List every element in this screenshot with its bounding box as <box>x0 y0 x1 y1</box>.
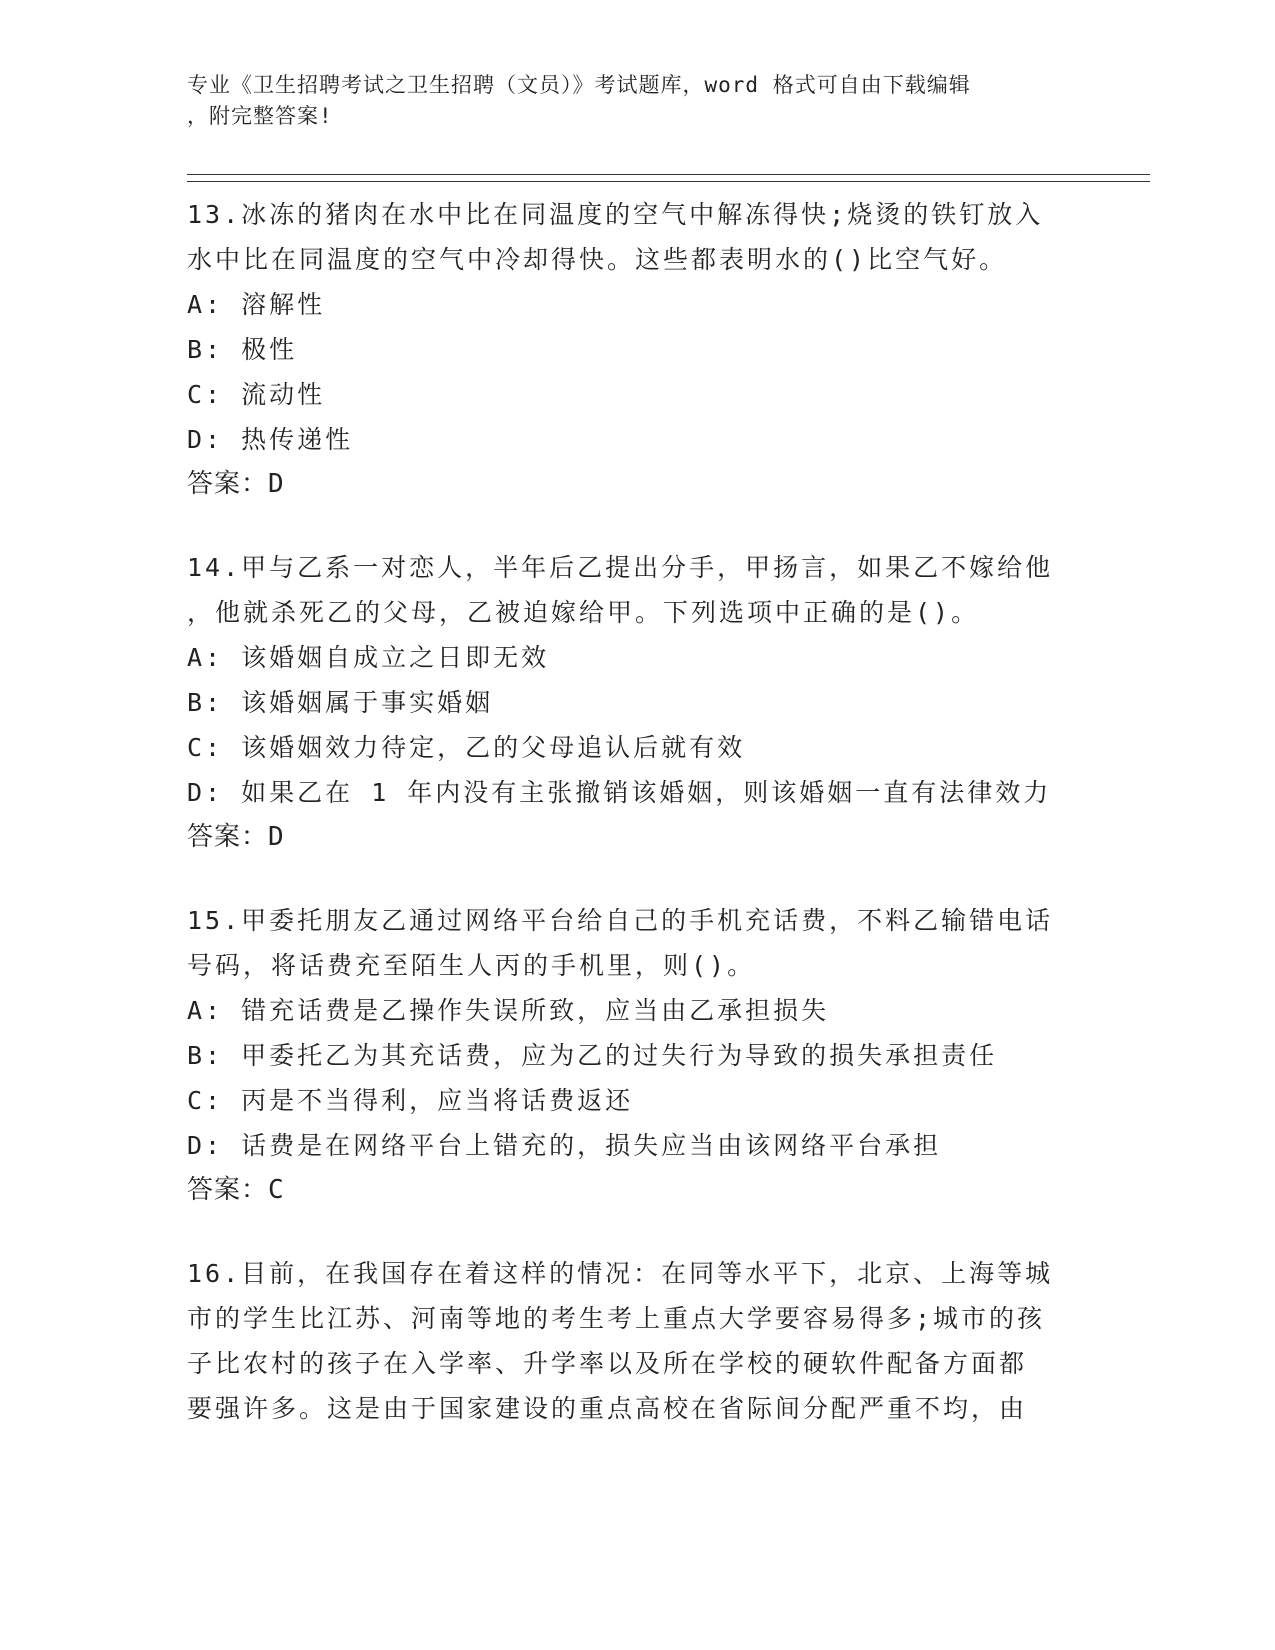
option-d: D: 如果乙在 1 年内没有主张撤销该婚姻，则该婚姻一直有法律效力 <box>187 778 1052 807</box>
option-a: A: 错充话费是乙操作失误所致，应当由乙承担损失 <box>187 996 830 1025</box>
answer-line: 答案：D <box>187 469 285 499</box>
question-15 <box>187 898 1087 1213</box>
option-a: A: 该婚姻自成立之日即无效 <box>187 643 550 672</box>
question-stem-line: 号码，将话费充至陌生人丙的手机里，则()。 <box>187 951 756 980</box>
option-c: C: 该婚姻效力待定，乙的父母追认后就有效 <box>187 733 746 762</box>
question-14 <box>187 545 1087 860</box>
option-b: B: 甲委托乙为其充话费，应为乙的过失行为导致的损失承担责任 <box>187 1041 998 1070</box>
document-header <box>187 70 1067 132</box>
question-13 <box>187 192 1087 507</box>
header-rule-bottom <box>187 181 1150 182</box>
option-a: A: 溶解性 <box>187 290 326 319</box>
question-16 <box>187 1251 1087 1431</box>
question-stem-line: 14.甲与乙系一对恋人，半年后乙提出分手，甲扬言，如果乙不嫁给他 <box>187 553 1054 582</box>
answer-line: 答案：C <box>187 1175 285 1205</box>
header-line-2: ，附完整答案! <box>187 104 333 128</box>
question-stem-line: 15.甲委托朋友乙通过网络平台给自己的手机充话费，不料乙输错电话 <box>187 906 1054 935</box>
question-stem-line: 13.冰冻的猪肉在水中比在同温度的空气中解冻得快;烧烫的铁钉放入 <box>187 200 1044 229</box>
option-c: C: 流动性 <box>187 380 326 409</box>
question-stem-line: 子比农村的孩子在入学率、升学率以及所在学校的硬软件配备方面都 <box>187 1349 1028 1378</box>
option-b: B: 该婚姻属于事实婚姻 <box>187 688 494 717</box>
option-c: C: 丙是不当得利，应当将话费返还 <box>187 1086 634 1115</box>
header-rule-top <box>187 174 1150 175</box>
question-list <box>187 192 1087 1469</box>
question-stem-line: ，他就杀死乙的父母，乙被迫嫁给甲。下列选项中正确的是()。 <box>187 598 980 627</box>
question-stem-line: 水中比在同温度的空气中冷却得快。这些都表明水的()比空气好。 <box>187 245 1008 274</box>
header-line-1: 专业《卫生招聘考试之卫生招聘（文员）》考试题库，word 格式可自由下载编辑 <box>187 73 971 97</box>
question-stem-line: 要强许多。这是由于国家建设的重点高校在省际间分配严重不均，由 <box>187 1394 1028 1423</box>
option-d: D: 热传递性 <box>187 425 354 454</box>
answer-line: 答案：D <box>187 822 285 852</box>
option-d: D: 话费是在网络平台上错充的，损失应当由该网络平台承担 <box>187 1131 942 1160</box>
question-stem-line: 市的学生比江苏、河南等地的考生考上重点大学要容易得多;城市的孩 <box>187 1304 1046 1333</box>
option-b: B: 极性 <box>187 335 298 364</box>
question-stem-line: 16.目前，在我国存在着这样的情况：在同等水平下，北京、上海等城 <box>187 1259 1054 1288</box>
